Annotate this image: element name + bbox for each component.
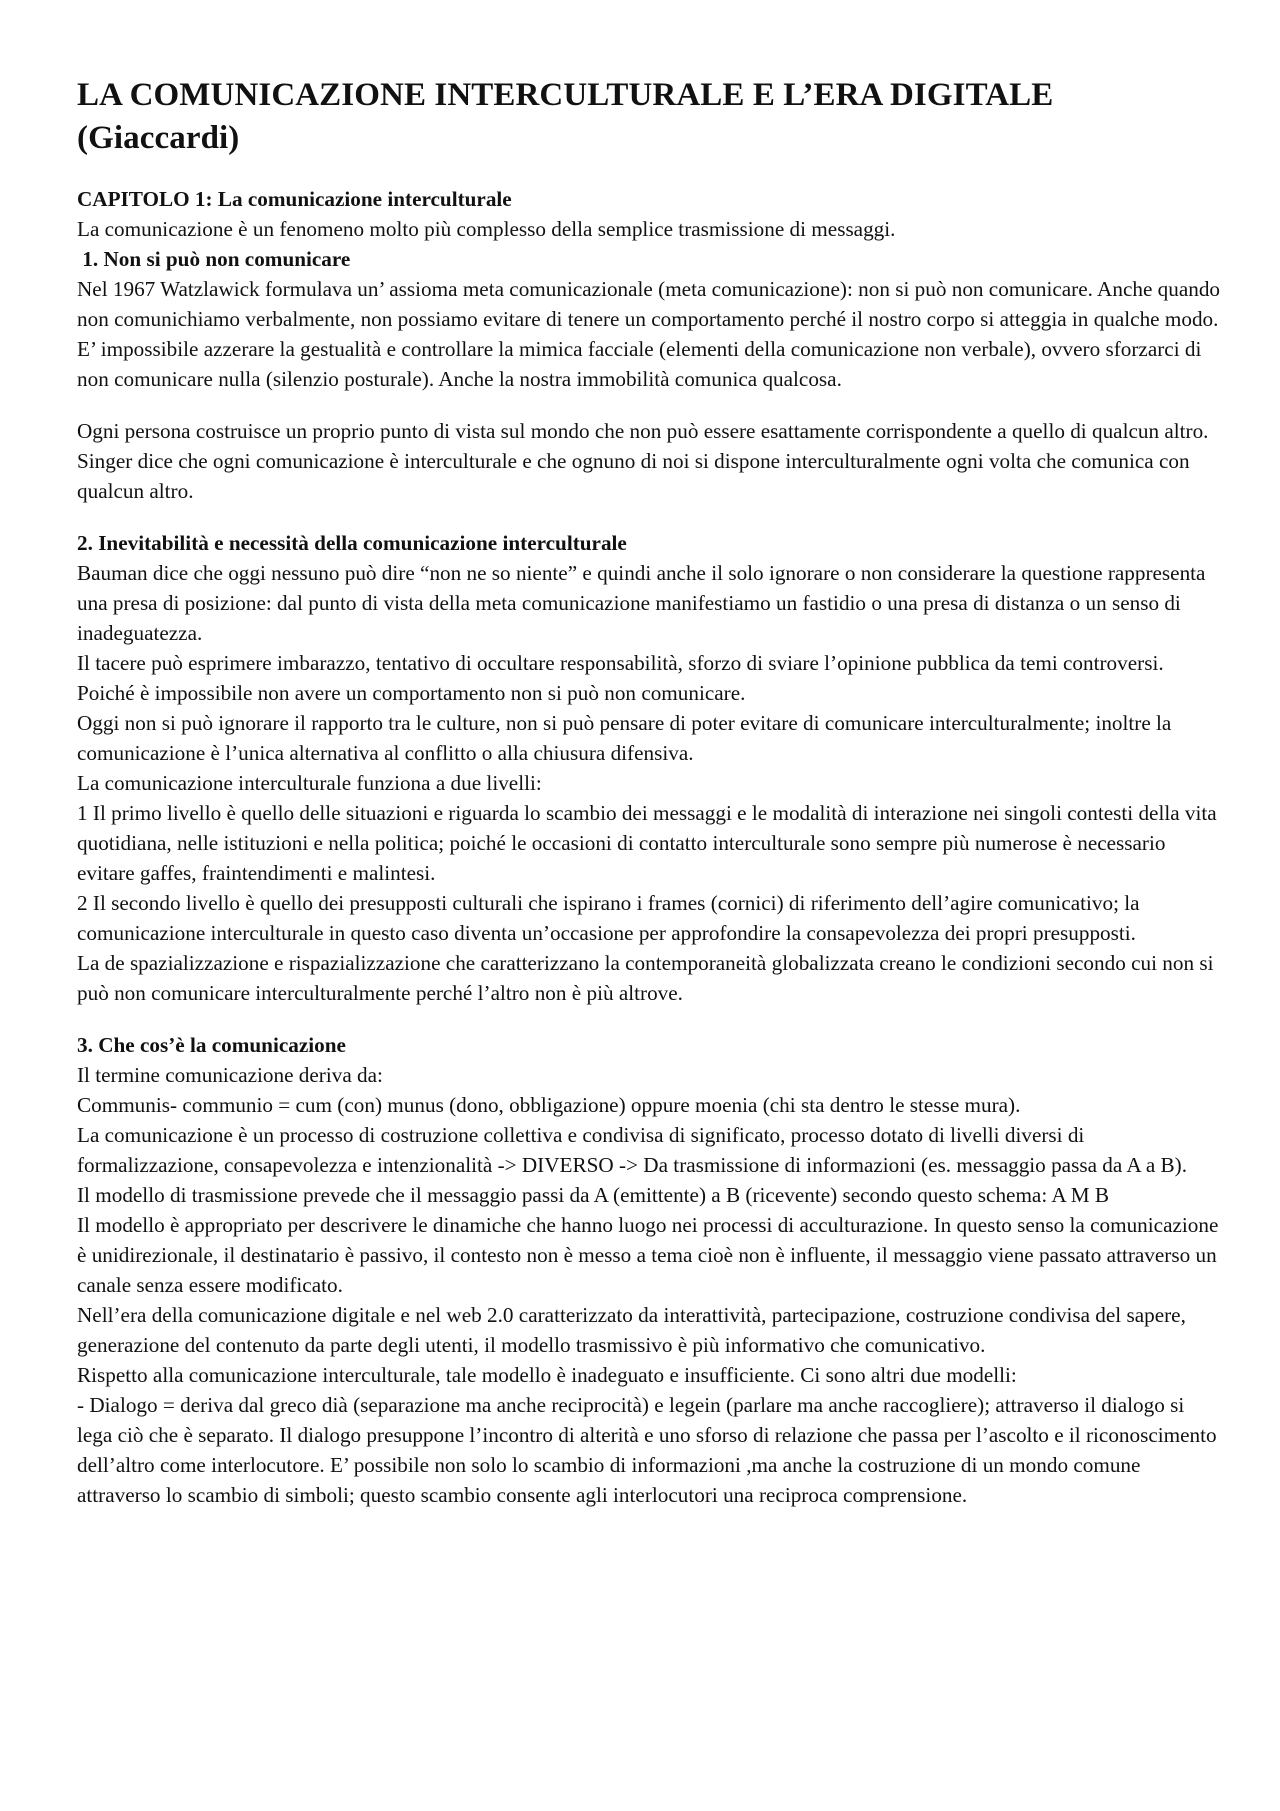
section-2-heading: 2. Inevitabilità e necessità della comunicazione interculturale [77,530,627,555]
section-3-paragraph: Communis- communio = cum (con) munus (dono, obbligazione) oppure moenia (chi sta dentro le stesse mura). [77,1092,1021,1117]
section-2-paragraph: La de spazializzazione e rispazializzazione che caratterizzano la contemporaneità globalizzata creano le condizioni secondo cui non si può non comunicare interculturalmente perché l’altro non è più altrove. [77,950,1214,1005]
section-1-heading: 1. Non si può non comunicare [77,246,351,271]
chapter-1 [77,184,1220,1510]
section-2-paragraph: Il tacere può esprimere imbarazzo, tentativo di occultare responsabilità, sforzo di sviare l’opinione pubblica da temi controversi. Poiché è impossibile non avere un comportamento non si può non comunicare. [77,650,1164,705]
section-1-paragraph: Nel 1967 Watzlawick formulava un’ assioma meta comunicazionale (meta comunicazione): non si può non comunicare. Anche quando non comunichiamo verbalmente, non possiamo evitare di tenere un comportamento perché il nostro corpo si atteggia in qualche modo. E’ impossibile azzerare la gestualità e controllare la mimica facciale (elementi della comunicazione non verbale), ovvero sforzarci di non comunicare nulla (silenzio posturale). Anche la nostra immobilità comunica qualcosa. [77,276,1221,391]
chapter-intro: La comunicazione è un fenomeno molto più complesso della semplice trasmissione di messaggi. [77,216,896,241]
section-3-paragraph: Nell’era della comunicazione digitale e nel web 2.0 caratterizzato da interattività, partecipazione, costruzione condivisa del sapere, generazione del contenuto da parte degli utenti, il modello trasmissivo è più informativo che comunicativo. [77,1302,1186,1357]
document-title: LA COMUNICAZIONE INTERCULTURALE E L’ERA DIGITALE (Giaccardi) [77,77,1054,156]
section-3-paragraph: La comunicazione è un processo di costruzione collettiva e condivisa di significato, processo dotato di livelli diversi di formalizzazione, consapevolezza e intenzionalità -> DIVERSO -> Da trasmissione di informazioni (es. messaggio passa da A a B). [77,1122,1188,1177]
section-2-paragraph: Oggi non si può ignorare il rapporto tra le culture, non si può pensare di poter evitare di comunicare interculturalmente; inoltre la comunicazione è l’unica alternativa al conflitto o alla chiusura difensiva. [77,710,1172,765]
section-2-paragraph: Bauman dice che oggi nessuno può dire “non ne so niente” e quindi anche il solo ignorare o non considerare la questione rappresenta una presa di posizione: dal punto di vista della meta comunicazione manifestiamo un fastidio o una presa di distanza o un senso di inadeguatezza. [77,560,1206,645]
section-2-paragraph: 2 Il secondo livello è quello dei presupposti culturali che ispirano i frames (cornici) di riferimento dell’agire comunicativo; la comunicazione interculturale in questo caso diventa un’occasione per approfondire la consapevolezza dei propri presupposti. [77,890,1140,945]
section-2-paragraph: 1 Il primo livello è quello delle situazioni e riguarda lo scambio dei messaggi e le modalità di interazione nei singoli contesti della vita quotidiana, nelle istituzioni e nella politica; poiché le occasioni di contatto interculturale sono sempre più numerose è necessario evitare gaffes, fraintendimenti e malintesi. [77,800,1217,885]
section-3-paragraph: Rispetto alla comunicazione interculturale, tale modello è inadeguato e insufficiente. Ci sono altri due modelli: [77,1362,1017,1387]
section-1-paragraph: Ogni persona costruisce un proprio punto di vista sul mondo che non può essere esattamente corrispondente a quello di qualcun altro. Singer dice che ogni comunicazione è interculturale e che ognuno di noi si dispone interculturalmente ogni volta che comunica con qualcun altro. [77,418,1209,503]
section-2-paragraph: La comunicazione interculturale funziona a due livelli: [77,770,542,795]
section-3-paragraph: Il termine comunicazione deriva da: [77,1062,383,1087]
section-3-heading: 3. Che cos’è la comunicazione [77,1032,346,1057]
section-3-paragraph: - Dialogo = deriva dal greco dià (separazione ma anche reciprocità) e legein (parlare ma anche raccogliere); attraverso il dialogo si lega ciò che è separato. Il dialogo presuppone l’incontro di alterità e uno sforso di relazione che passa per l’ascolto e il riconoscimento dell’altro come interlocutore. E’ possibile non solo lo scambio di informazioni ,ma anche la costruzione di un mondo comune attraverso lo scambio di simboli; questo scambio consente agli interlocutori una reciproca comprensione. [77,1392,1217,1507]
section-3-paragraph: Il modello è appropriato per descrivere le dinamiche che hanno luogo nei processi di acculturazione. In questo senso la comunicazione è unidirezionale, il destinatario è passivo, il contesto non è messo a tema cioè non è influente, il messaggio viene passato attraverso un canale senza essere modificato. [77,1212,1219,1297]
chapter-heading: CAPITOLO 1: La comunicazione interculturale [77,186,512,211]
section-3-paragraph: Il modello di trasmissione prevede che il messaggio passi da A (emittente) a B (ricevente) secondo questo schema: A M B [77,1182,1110,1207]
